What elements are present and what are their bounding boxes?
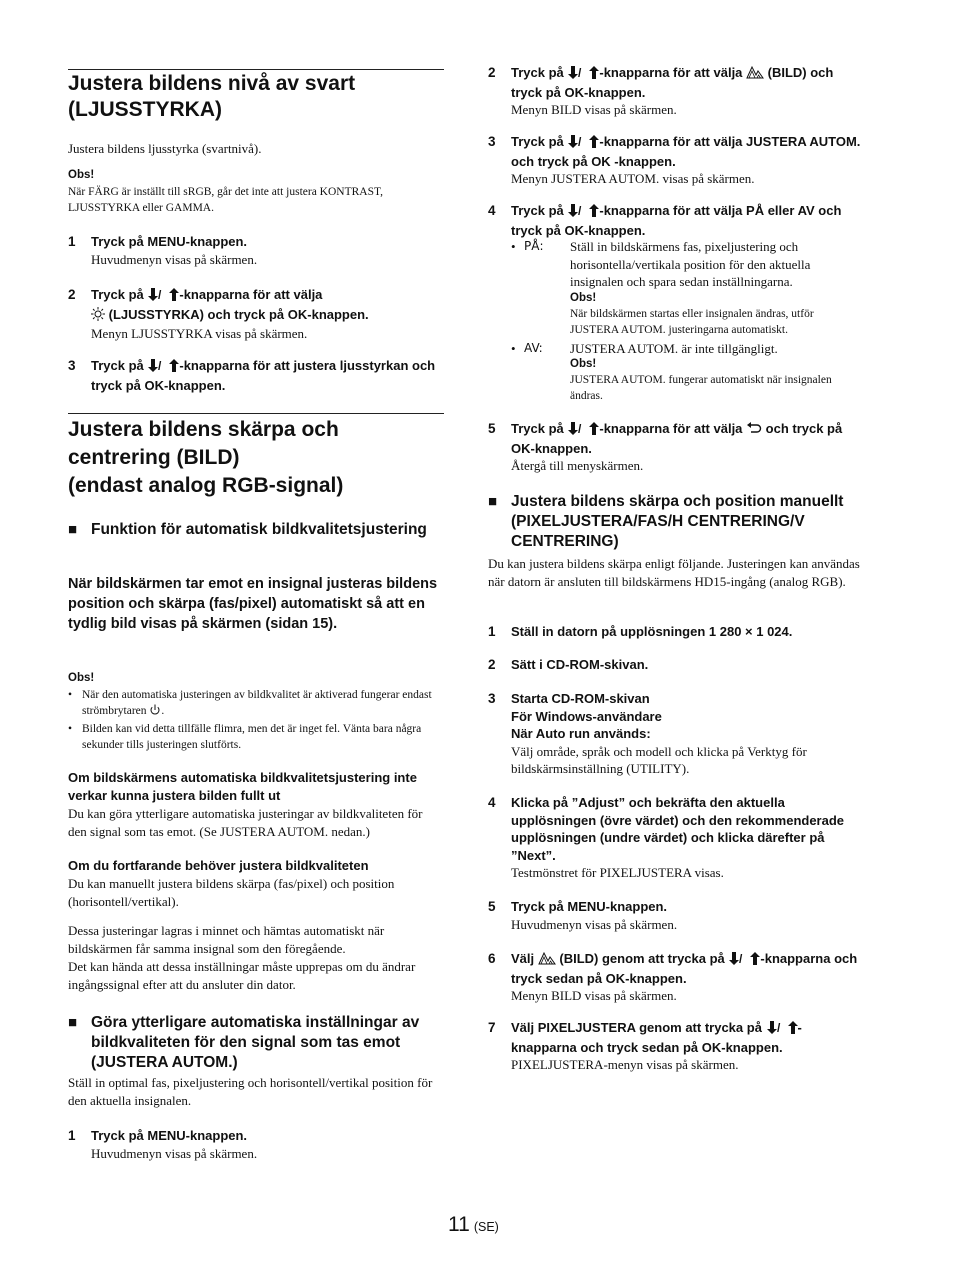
step-3	[488, 690, 864, 778]
step-2	[488, 656, 864, 674]
step-2	[488, 64, 864, 119]
step-number: 7	[488, 1020, 496, 1035]
obs-text: När FÄRG är inställt till sRGB, går det inte att justera KONTRAST, LJUSSTYRKA eller GAMMA.	[68, 186, 384, 214]
obs-label: Obs!	[68, 672, 95, 684]
step-instruction: När Auto run används:	[511, 726, 651, 741]
obs-text: När bildskärmen startas eller insignalen ändras, utför JUSTERA AUTOM. justeringarna automatiskt.	[570, 308, 814, 336]
step-number: 4	[488, 795, 496, 810]
option-bullet: •	[511, 239, 516, 254]
svg-text:/: /	[578, 135, 582, 148]
down-up-arrow-icon	[567, 66, 589, 84]
sun-icon	[91, 307, 105, 326]
up-arrow-icon	[589, 204, 599, 222]
step-2	[68, 286, 444, 343]
section-rule	[68, 413, 444, 414]
step-number: 4	[488, 203, 496, 218]
step-result: Menyn LJUSSTYRKA visas på skärmen.	[91, 326, 308, 341]
step-6	[488, 950, 864, 1005]
svg-text:/: /	[578, 204, 582, 217]
down-up-arrow-icon	[567, 135, 589, 153]
option-av-text: JUSTERA AUTOM. är inte tillgängligt.	[570, 341, 778, 356]
section-title-picture: Justera bildens skärpa och centrering (BILD) (endast analog RGB-signal)	[68, 418, 344, 497]
step-instruction: Tryck på / -knapparna för att välja (BILD) och tryck på OK-knappen.	[511, 65, 834, 100]
down-up-arrow-icon	[766, 1021, 788, 1039]
step-instruction: Ställ in datorn på upplösningen 1 280 × 1 024.	[511, 624, 793, 639]
up-arrow-icon	[169, 288, 179, 306]
svg-text:/: /	[158, 359, 162, 372]
subsection-auto-quality: ■ Funktion för automatisk bildkvalitetsjustering	[68, 521, 427, 538]
step-instruction: Välj PIXELJUSTERA genom att trycka på / -knapparna och tryck sedan på OK-knappen.	[511, 1020, 802, 1055]
up-arrow-icon	[589, 66, 599, 84]
step-3	[488, 133, 864, 188]
step-result: Välj område, språk och modell och klicka på Verktyg för bildskärmsinställning (UTILITY).	[511, 743, 807, 776]
up-arrow-icon	[788, 1021, 798, 1039]
section-rule	[68, 69, 444, 70]
step-instruction: För Windows-användare	[511, 708, 662, 724]
down-up-arrow-icon	[728, 952, 750, 970]
step-number: 1	[68, 1128, 76, 1143]
step-instruction: Starta CD-ROM-skivan	[511, 691, 650, 706]
step-instruction: Tryck på MENU-knappen.	[91, 1128, 248, 1143]
option-pa-label: PÅ:	[524, 239, 544, 253]
step-result: PIXELJUSTERA-menyn visas på skärmen.	[511, 1057, 739, 1072]
step-instruction: Tryck på / -knapparna för att välja PÅ eller AV och tryck på OK-knappen.	[511, 203, 842, 238]
step-number: 3	[68, 358, 76, 373]
svg-text:/: /	[776, 1021, 780, 1034]
paragraph-text: Du kan göra ytterligare automatiska justeringar av bildkvaliteten för den signal som tas emot. (Se JUSTERA AUTOM. nedan.)	[68, 806, 423, 839]
up-arrow-icon	[750, 952, 760, 970]
step-5	[488, 898, 864, 933]
list-item: • När den automatiska justeringen av bildkvalitet är aktiverad fungerar endast strömbrytaren .	[68, 687, 444, 721]
step-instruction: Tryck på MENU-knappen.	[91, 234, 248, 249]
step-number: 3	[488, 691, 496, 706]
down-up-arrow-icon	[567, 204, 589, 222]
page-number	[448, 1213, 499, 1237]
svg-text:/: /	[158, 288, 162, 301]
step-number: 3	[488, 134, 496, 149]
step-result: Menyn BILD visas på skärmen.	[511, 988, 677, 1003]
svg-text:/: /	[578, 66, 582, 79]
paragraph-text: Ställ in optimal fas, pixeljustering och horisontell/vertikal position för den aktuella insignalen.	[68, 1075, 433, 1108]
paragraph-heading: Om bildskärmens automatiska bildkvalitetsjustering inte verkar kunna justera bilden fullt ut	[68, 770, 417, 803]
up-arrow-icon	[169, 359, 179, 377]
down-up-arrow-icon	[567, 422, 589, 440]
page-number-value: 11	[448, 1213, 470, 1236]
option-bullet: •	[511, 341, 516, 356]
paragraph-text: Du kan justera bildens skärpa enligt följande. Justeringen kan användas när datorn är ansluten till bildskärmens HD15-ingång (analog RGB).	[488, 556, 860, 589]
step-instruction: Tryck på / -knapparna för att välja JUSTERA AUTOM. och tryck på OK -knappen.	[511, 134, 861, 169]
step-1	[68, 1127, 444, 1162]
picture-icon	[746, 65, 764, 84]
option-pa-text: Ställ in bildskärmens fas, pixeljustering och horisontella/vertikala position för den aktuella insignalen och spara sedan inställningarna.	[570, 239, 811, 289]
language-code: (SE)	[473, 1220, 499, 1234]
obs-text: JUSTERA AUTOM. fungerar automatiskt när insignalen ändras.	[570, 374, 832, 402]
step-7	[488, 1019, 864, 1074]
down-up-arrow-icon	[147, 359, 169, 377]
up-arrow-icon	[589, 422, 599, 440]
subsection-auto-adjust: ■ Göra ytterligare automatiska inställningar av bildkvaliteten för den signal som tas emot (JUSTERA AUTOM.)	[68, 1014, 420, 1071]
step-result: Menyn JUSTERA AUTOM. visas på skärmen.	[511, 171, 755, 186]
step-number: 1	[488, 624, 496, 639]
down-up-arrow-icon	[147, 288, 169, 306]
up-arrow-icon	[589, 135, 599, 153]
step-3	[68, 357, 444, 394]
subsection-manual-adjust: ■ Justera bildens skärpa och position manuellt (PIXELJUSTERA/FAS/H CENTRERING/V CENTRERING)	[488, 493, 844, 550]
picture-icon	[538, 951, 556, 970]
step-number: 5	[488, 899, 496, 914]
svg-text:/: /	[739, 952, 743, 965]
step-result: Huvudmenyn visas på skärmen.	[91, 1145, 258, 1161]
svg-text:/: /	[578, 422, 582, 435]
intro-text: Justera bildens ljusstyrka (svartnivå).	[68, 141, 262, 156]
lead-paragraph: När bildskärmen tar emot en insignal justeras bildens position och skärpa (fas/pixel) automatiskt så att en tydlig bild visas på skärmen (sidan 15).	[68, 576, 438, 632]
step-4	[488, 794, 864, 882]
obs-label: Obs!	[570, 292, 597, 304]
option-av-label: AV:	[524, 341, 543, 355]
paragraph-text: Det kan hända att dessa inställningar måste upprepas om du ändrar ingångssignal efter att du ansluter din dator.	[68, 959, 416, 992]
obs-label: Obs!	[68, 169, 95, 181]
step-result: Testmönstret för PIXELJUSTERA visas.	[511, 865, 724, 880]
list-item: • Bilden kan vid detta tillfälle flimra, men det är inget fel. Vänta bara några sekunder tills justeringen slutförts.	[68, 723, 422, 751]
step-result: Huvudmenyn visas på skärmen.	[511, 916, 678, 932]
obs-list	[68, 687, 444, 753]
step-5	[488, 420, 864, 475]
step-instruction: Tryck på MENU-knappen.	[511, 899, 668, 914]
power-icon	[149, 704, 161, 721]
step-number: 6	[488, 951, 496, 966]
step-4	[488, 202, 864, 239]
step-number: 2	[488, 657, 496, 672]
step-result: Huvudmenyn visas på skärmen.	[91, 251, 258, 267]
step-result: Menyn BILD visas på skärmen.	[511, 102, 677, 117]
step-number: 1	[68, 234, 76, 249]
step-number: 2	[68, 287, 76, 302]
step-instruction: Tryck på / -knapparna för att välja (LJUSSTYRKA) och tryck på OK-knappen.	[91, 286, 444, 325]
step-number: 2	[488, 65, 496, 80]
step-instruction: Klicka på ”Adjust” och bekräfta den aktuella upplösningen (övre värdet) och den rekommenderade upplösningen (undre värdet) och klicka därefter på ”Next”.	[511, 795, 845, 863]
step-instruction: Tryck på / -knapparna för att justera ljusstyrkan och tryck på OK-knappen.	[91, 358, 436, 393]
step-1	[68, 233, 444, 268]
paragraph-text: Dessa justeringar lagras i minnet och hämtas automatiskt när bildskärmen får samma insignal som den föregående.	[68, 923, 385, 956]
paragraph-text: Du kan manuellt justera bildens skärpa (fas/pixel) och position (horisontell/vertikal).	[68, 876, 395, 909]
step-instruction: Välj (BILD) genom att trycka på / -knapparna och tryck sedan på OK-knappen.	[511, 951, 858, 986]
step-number: 5	[488, 421, 496, 436]
step-instruction: Tryck på / -knapparna för att välja och tryck på OK-knappen.	[511, 421, 843, 456]
obs-label: Obs!	[570, 358, 597, 370]
step-instruction: Sätt i CD-ROM-skivan.	[511, 657, 649, 672]
paragraph-heading: Om du fortfarande behöver justera bildkvaliteten	[68, 858, 369, 873]
step-1	[488, 623, 864, 641]
section-title-brightness: Justera bildens nivå av svart (LJUSSTYRKA)	[68, 72, 356, 121]
step-result: Återgå till menyskärmen.	[511, 458, 644, 473]
return-icon	[746, 422, 762, 440]
